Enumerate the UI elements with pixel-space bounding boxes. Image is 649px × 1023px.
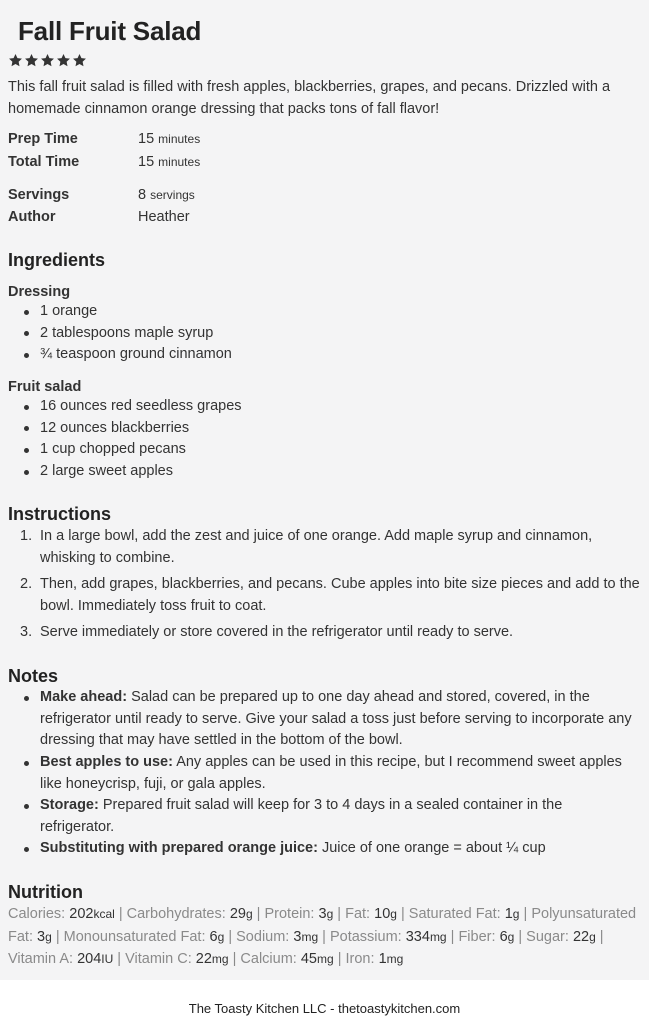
ingredient-item: 2 tablespoons maple syrup (0, 323, 232, 345)
nutrition-item: Potassium: 334mg (329, 928, 447, 945)
ingredients-heading: Ingredients (8, 250, 106, 270)
instruction-step: 2. Then, add grapes, blackberries, and pecans. Cube apples into bite size pieces and add to the bowl. Immediately toss fruit to coat. (20, 576, 640, 614)
note-label: Substituting with prepared orange juice: (40, 840, 318, 856)
note-item: Storage: Prepared fruit salad will keep for 3 to 4 days in a sealed container in the refrigerator. (0, 795, 640, 838)
nutrition-item: Calories: 202kcal (8, 906, 115, 922)
note-item: Substituting with prepared orange juice: Juice of one orange = about ¼ cup (0, 838, 640, 860)
meta-value: 8 servings (138, 187, 195, 203)
meta-label: Prep Time (8, 131, 78, 147)
ingredient-group-dressing: Dressing (8, 284, 71, 300)
instruction-step: 3. Serve immediately or store covered in the refrigerator until ready to serve. (20, 624, 514, 640)
note-label: Storage: (40, 797, 99, 813)
note-item: Make ahead: Salad can be prepared up to one day ahead and stored, covered, in the refrigerator until ready to serve. Give your salad a toss just before serving to incorporate any dressing that may have settled in the bottom of the bowl. (0, 687, 640, 752)
meta-value: 15 minutes (138, 154, 201, 170)
star-icon (56, 53, 71, 68)
meta-label: Servings (8, 187, 70, 203)
instructions-heading: Instructions (8, 504, 112, 524)
nutrition-item: Iron: 1mg (345, 951, 404, 967)
meta-value: 15 minutes (138, 131, 201, 147)
nutrition-item: Vitamin A: 204IU (8, 951, 114, 967)
instruction-step: 1. In a large bowl, add the zest and juice of one orange. Add maple syrup and cinnamon, whisking to combine. (20, 528, 593, 566)
note-item: Best apples to use: Any apples can be used in this recipe, but I recommend sweet apples like honeycrisp, fuji, or gala apples. (0, 752, 640, 795)
meta-label: Author (8, 209, 56, 225)
nutrition-item: Monounsaturated Fat: 6g (63, 928, 225, 945)
recipe-title: Fall Fruit Salad (18, 16, 202, 46)
site-footer (0, 980, 649, 1023)
meta-label: Total Time (8, 154, 80, 170)
nutrition-item: Fiber: 6g (458, 928, 515, 945)
nutrition-item: Vitamin C: 22mg (125, 951, 229, 967)
notes-heading: Notes (8, 666, 59, 686)
nutrition-item: Fat: 10g (345, 906, 397, 922)
ingredient-item: 16 ounces red seedless grapes (0, 396, 242, 418)
ingredient-list-fruit-salad (0, 396, 242, 483)
ingredient-group-fruit-salad: Fruit salad (8, 379, 82, 395)
recipe-summary: This fall fruit salad is filled with fresh apples, blackberries, grapes, and pecans. Drizzled with a homemade cinnamon orange dressing that packs tons of fall flavor! (8, 79, 611, 117)
meta-value: Heather (138, 209, 190, 225)
star-icon (24, 53, 39, 68)
nutrition-item: Carbohydrates: 29g (126, 906, 253, 922)
nutrition-item: Sodium: 3mg (236, 928, 319, 945)
nutrition-item: Sugar: 22g (526, 928, 596, 945)
note-label: Make ahead: (40, 689, 128, 705)
ingredient-item: 1 cup chopped pecans (0, 439, 242, 461)
star-icon (72, 53, 87, 68)
footer-text: The Toasty Kitchen LLC - thetoastykitchen.com (188, 1001, 461, 1016)
nutrition-item: Polyunsaturated Fat: 3g (8, 906, 637, 945)
nutrition-heading: Nutrition (8, 882, 83, 902)
ingredient-item: 12 ounces blackberries (0, 418, 242, 440)
rating-stars[interactable] (8, 53, 87, 68)
star-icon (40, 53, 55, 68)
ingredient-item: 2 large sweet apples (0, 461, 242, 483)
nutrition-facts: Calories: 202kcal | Carbohydrates: 29g | Protein: 3g | Fat: 10g | Saturated Fat: 1g | Polyunsaturated Fat: 3g | Monounsaturated Fat: 6g | Sodium: 3mg | Potassium: 334mg | Fiber: 6g | Sugar: 22g | Vitamin A: 204IU | Vitamin C: 22mg | Calcium: 45mg | Iron: 1mg (8, 906, 637, 967)
nutrition-item: Saturated Fat: 1g (408, 906, 520, 922)
ingredient-item: 1 orange (0, 301, 232, 323)
nutrition-item: Protein: 3g (264, 906, 334, 922)
ingredient-item: ¾ teaspoon ground cinnamon (0, 344, 232, 366)
star-icon (8, 53, 23, 68)
nutrition-item: Calcium: 45mg (240, 951, 334, 967)
ingredient-list-dressing (0, 301, 232, 366)
note-label: Best apples to use: (40, 754, 173, 770)
